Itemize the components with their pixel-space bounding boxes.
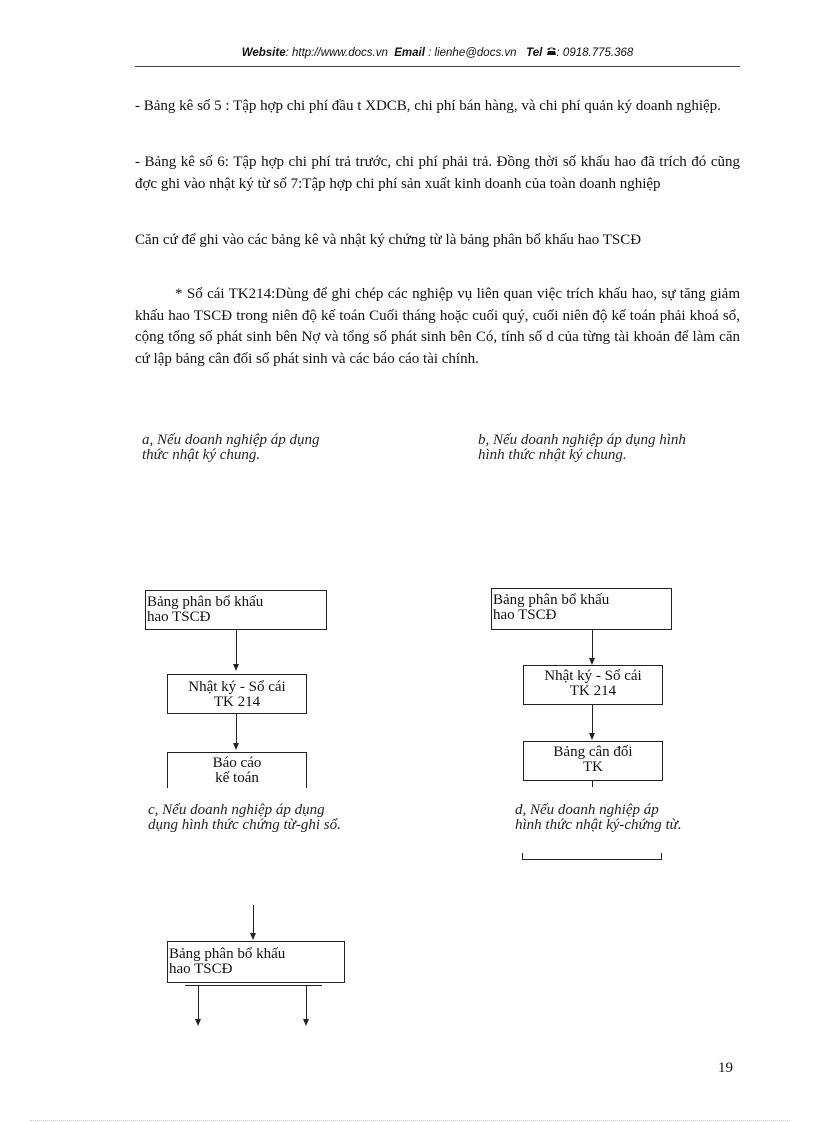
website-label: Website — [241, 47, 286, 59]
paragraph-bang-ke-6: - Bảng kê số 6: Tập hợp chi phí trả trước, chi phí phải trả. Đồng thời số khấu hao đã trích đó cũng đợc ghi vào nhật ký từ số 7:Tập hợp chi phí sản xuất kinh doanh của toàn doanh nghiệp — [135, 154, 740, 192]
arrow-a1-head — [233, 664, 239, 671]
caption-a-line2: thức nhật ký chung. — [142, 447, 261, 463]
caption-d-line2: hình thức nhật ký-chứng từ. — [515, 817, 682, 833]
box-b1-line2: hao TSCĐ — [493, 607, 557, 623]
arrow-c-in-head — [250, 933, 256, 940]
box-a-nhat-ky-so-cai — [167, 674, 307, 714]
phone-icon — [546, 47, 557, 59]
box-a3-line2: kế toán — [215, 770, 259, 786]
box-c1-line1: Bảng phân bổ khấu — [169, 946, 286, 962]
box-a1-line2: hao TSCĐ — [147, 609, 211, 625]
box-b-bang-phan-bo — [491, 588, 672, 630]
box-b-nhat-ky-so-cai — [523, 665, 663, 705]
box-b2-line2: TK 214 — [569, 683, 617, 699]
box-c-bang-phan-bo — [167, 941, 345, 983]
page-header — [135, 46, 740, 67]
website-value: : http://www.docs.vn — [285, 47, 388, 59]
caption-a — [142, 433, 320, 463]
caption-c-line2: dụng hình thức chứng từ-ghi sổ. — [148, 817, 341, 833]
box-b-bang-can-doi — [523, 741, 663, 781]
tel-value: : 0918.775.368 — [556, 47, 634, 59]
caption-b-line2: hình thức nhật ký chung. — [478, 447, 627, 463]
arrow-a1-line — [236, 630, 237, 667]
page-number: 19 — [718, 1060, 733, 1076]
caption-d — [515, 803, 682, 833]
arrow-c-out1-line — [198, 986, 199, 1020]
paragraph-bang-ke-5: - Bảng kê số 5 : Tập hợp chi phí đầu t XDCB, chi phí bán hàng, và chi phí quản ký doanh nghiệp. — [135, 98, 721, 114]
arrow-a2-head — [233, 743, 239, 750]
caption-d-line1: d, Nếu doanh nghiệp áp — [515, 802, 659, 818]
bracket-d — [522, 853, 662, 860]
caption-a-line1: a, Nếu doanh nghiệp áp dụng — [142, 432, 320, 448]
page-bottom-divider — [30, 1120, 790, 1121]
box-b3-line1: Bảng cân đối — [553, 744, 633, 760]
arrow-c-in-line — [253, 905, 254, 935]
arrow-b2-head — [589, 733, 595, 740]
box-c-shadow-line — [185, 983, 322, 986]
box-b2-line1: Nhật ký - Sổ cái — [544, 668, 642, 684]
tel-label: Tel — [526, 47, 543, 59]
arrow-b1-head — [589, 658, 595, 665]
box-a-bang-phan-bo — [145, 590, 327, 630]
box-a-bao-cao — [167, 752, 307, 788]
box-b1-line1: Bảng phân bổ khấu — [493, 592, 610, 608]
box-a2-line2: TK 214 — [213, 694, 261, 710]
box-b3-line2: TK — [583, 759, 603, 775]
email-label: Email — [394, 47, 425, 59]
caption-b-line1: b, Nếu doanh nghiệp áp dụng hình — [478, 432, 686, 448]
arrow-b1-line — [592, 630, 593, 661]
box-a1-line1: Bảng phân bổ khấu — [147, 594, 264, 610]
arrow-c-out1-head — [195, 1019, 201, 1026]
arrow-a2-line — [236, 714, 237, 746]
connector-b3 — [592, 781, 593, 787]
paragraph-so-cai: * Sổ cái TK214:Dùng để ghi chép các nghiệp vụ liên quan việc trích khấu hao, sự tăng giảm khấu hao TSCĐ trong niên độ kế toán Cuối tháng hoặc cuối quý, cuối niên độ kế toán phải khoá sổ, cộng tổng số phát sinh bên Nợ và tổng số phát sinh bên Có, tính số d của từng tài khoản để làm căn cứ lập bảng cân đối số phát sinh và các báo cáo tài chính. — [135, 286, 740, 367]
box-c1-line2: hao TSCĐ — [169, 961, 233, 977]
caption-b — [478, 433, 686, 463]
caption-c — [148, 803, 341, 833]
paragraph-can-cu: Căn cứ để ghi vào các bảng kê và nhật ký chứng từ là bảng phân bổ khấu hao TSCĐ — [135, 232, 642, 248]
box-a3-line1: Báo cáo — [212, 755, 262, 771]
email-value: : lienhe@docs.vn — [428, 47, 517, 59]
arrow-b2-line — [592, 705, 593, 736]
arrow-c-out2-head — [303, 1019, 309, 1026]
box-a2-line1: Nhật ký - Sổ cái — [188, 679, 286, 695]
caption-c-line1: c, Nếu doanh nghiệp áp dụng — [148, 802, 325, 818]
arrow-c-out2-line — [306, 986, 307, 1020]
